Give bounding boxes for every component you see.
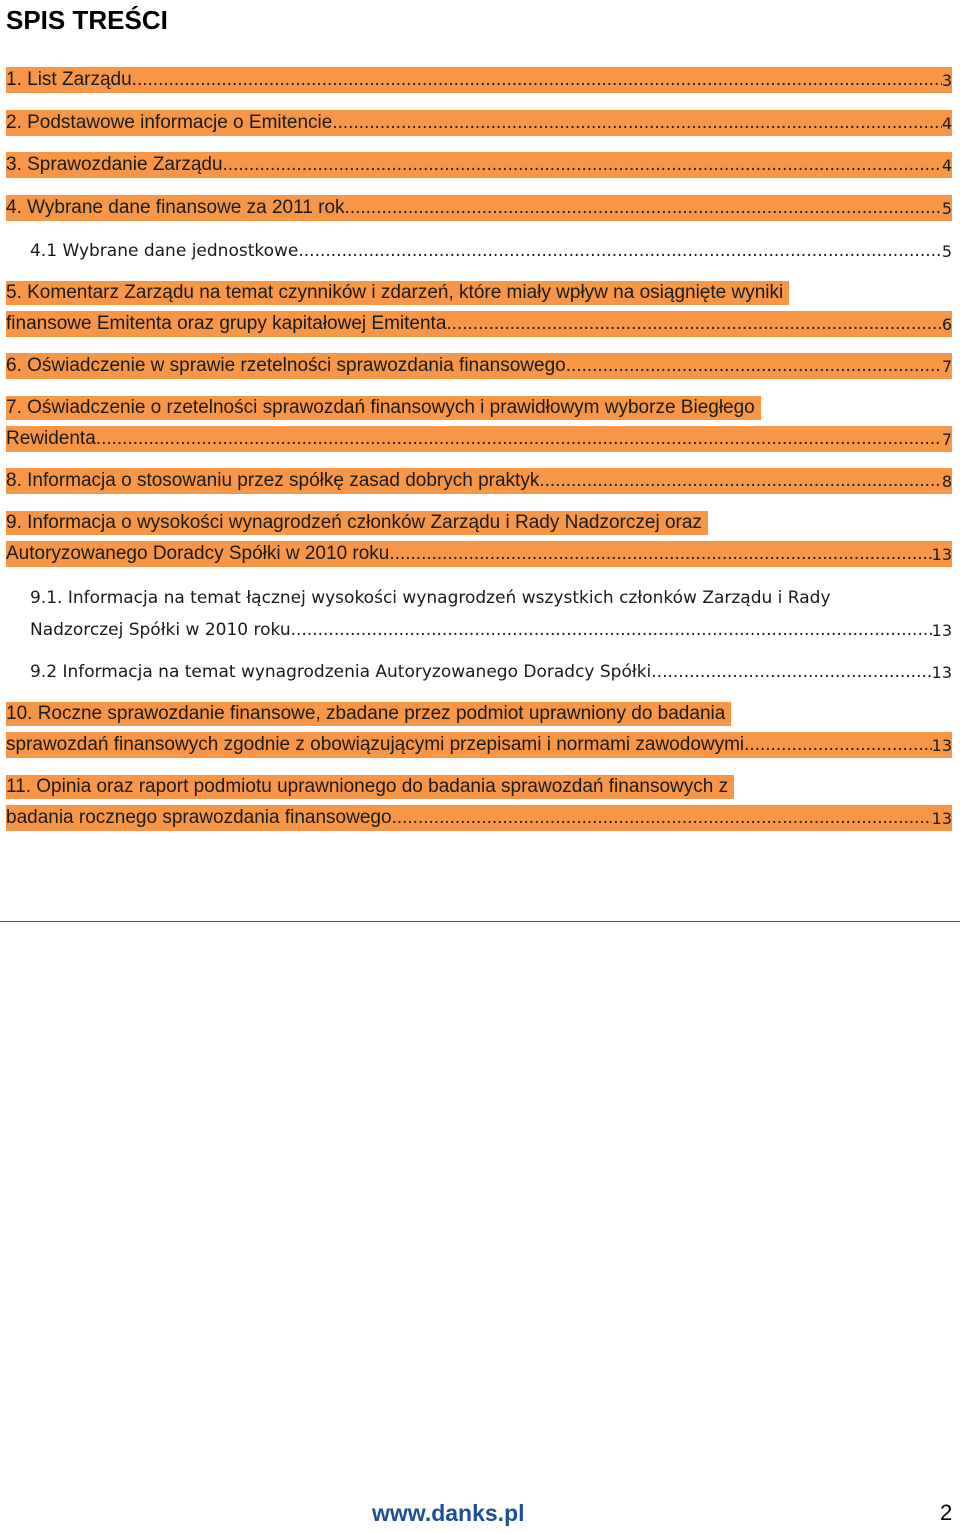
toc-entry-text: 5. Komentarz Zarządu na temat czynników i zdarzeń, które miały wpływ na osiągnięte wyniki — [6, 281, 789, 305]
toc-page-number: 3 — [941, 70, 952, 90]
toc-leader-dots — [539, 470, 941, 492]
toc-entry-8[interactable] — [6, 468, 952, 494]
toc-entry-4[interactable] — [6, 195, 952, 221]
toc-entry-text: 9.2 Informacja na temat wynagrodzenia Autoryzowanego Doradcy Spółki — [30, 662, 652, 682]
toc-entry-text: badania rocznego sprawozdania finansowego — [6, 807, 392, 828]
toc-page-number: 13 — [931, 662, 952, 682]
toc-entry-text: 4. Wybrane dane finansowe za 2011 rok. — [6, 197, 350, 218]
toc-leader-dots — [350, 197, 942, 219]
toc-page-number: 5 — [941, 241, 952, 261]
footer-website-link[interactable]: www.danks.pl — [372, 1500, 525, 1526]
toc-leader-dots — [392, 807, 932, 829]
toc-entry-10-cont[interactable] — [6, 732, 952, 758]
toc-entry-text: Autoryzowanego Doradcy Spółki w 2010 roku — [6, 543, 390, 564]
toc-entry-10[interactable] — [6, 701, 952, 727]
toc-page-number: 4 — [941, 155, 952, 175]
toc-page-number: 6 — [941, 314, 952, 334]
toc-leader-dots — [137, 69, 942, 91]
toc-entry-text: Rewidenta. — [6, 428, 102, 449]
toc-entry-text: 8. Informacja o stosowaniu przez spółkę zasad dobrych praktyk — [6, 470, 540, 491]
toc-leader-dots — [389, 543, 931, 565]
toc-leader-dots — [101, 428, 942, 450]
toc-entry-4-1[interactable] — [30, 238, 952, 264]
toc-entry-text: 7. Oświadczenie o rzetelności sprawozdań finansowych i prawidłowym wyborze Biegłego — [6, 396, 761, 420]
toc-entry-text: 6. Oświadczenie w sprawie rzetelności sprawozdania finansowego. — [6, 355, 572, 376]
toc-leader-dots — [291, 620, 932, 640]
toc-entry-5-cont[interactable] — [6, 311, 952, 337]
toc-page-number: 7 — [941, 429, 952, 449]
toc-entry-1[interactable] — [6, 67, 952, 93]
toc-leader-dots — [228, 154, 942, 176]
toc-entry-6[interactable] — [6, 353, 952, 379]
toc-entry-text: 2. Podstawowe informacje o Emitencie. — [6, 112, 338, 133]
toc-leader-dots — [446, 313, 941, 335]
page-number: 2 — [940, 1500, 953, 1525]
toc-entry-text: Nadzorczej Spółki w 2010 roku — [30, 620, 291, 640]
toc-page-number: 5 — [941, 198, 952, 218]
toc-page-number: 7 — [941, 356, 952, 376]
toc-entry-text: 10. Roczne sprawozdanie finansowe, zbadane przez podmiot uprawniony do badania — [6, 702, 731, 726]
toc-entry-5[interactable] — [6, 280, 952, 306]
toc-page-number: 13 — [931, 620, 952, 640]
page-title: SPIS TREŚCI — [6, 5, 168, 35]
toc-page-number: 8 — [941, 471, 952, 491]
toc-page-number: 4 — [941, 113, 952, 133]
toc-page-number: 13 — [931, 808, 952, 828]
toc-entry-text: 3. Sprawozdanie Zarządu. — [6, 154, 228, 175]
toc-entry-7[interactable] — [6, 395, 952, 421]
toc-entry-3[interactable] — [6, 152, 952, 178]
footer-divider — [0, 921, 960, 922]
toc-page-number: 13 — [931, 544, 952, 564]
toc-entry-11[interactable] — [6, 774, 952, 800]
toc-entry-text: 11. Opinia oraz raport podmiotu uprawnionego do badania sprawozdań finansowych z — [6, 775, 734, 799]
toc-page-number: 13 — [931, 735, 952, 755]
toc-entry-text: 1. List Zarządu. — [6, 69, 137, 90]
toc-leader-dots — [571, 355, 942, 377]
toc-entry-text: 9.1. Informacja na temat łącznej wysokości wynagrodzeń wszystkich członków Zarządu i Rady — [30, 588, 831, 608]
toc-entry-7-cont[interactable] — [6, 426, 952, 452]
toc-leader-dots — [744, 734, 931, 756]
toc-entry-text: 4.1 Wybrane dane jednostkowe — [30, 241, 299, 261]
toc-entry-9-cont[interactable] — [6, 541, 952, 567]
toc-entry-text: sprawozdań finansowych zgodnie z obowiązującymi przepisami i normami zawodowymi — [6, 734, 745, 755]
toc-entry-9[interactable] — [6, 510, 952, 536]
toc-entry-text: 9. Informacja o wysokości wynagrodzeń członków Zarządu i Rady Nadzorczej oraz — [6, 511, 708, 535]
toc-entry-9-2[interactable] — [30, 659, 952, 685]
toc-entry-9-1[interactable] — [30, 585, 952, 611]
toc-leader-dots — [651, 662, 931, 682]
toc-entry-2[interactable] — [6, 110, 952, 136]
toc-entry-text: finansowe Emitenta oraz grupy kapitałowej Emitenta — [6, 313, 447, 334]
toc-leader-dots — [338, 112, 942, 134]
toc-leader-dots — [298, 241, 941, 261]
toc-entry-11-cont[interactable] — [6, 805, 952, 831]
toc-entry-9-1-cont[interactable] — [30, 617, 952, 643]
